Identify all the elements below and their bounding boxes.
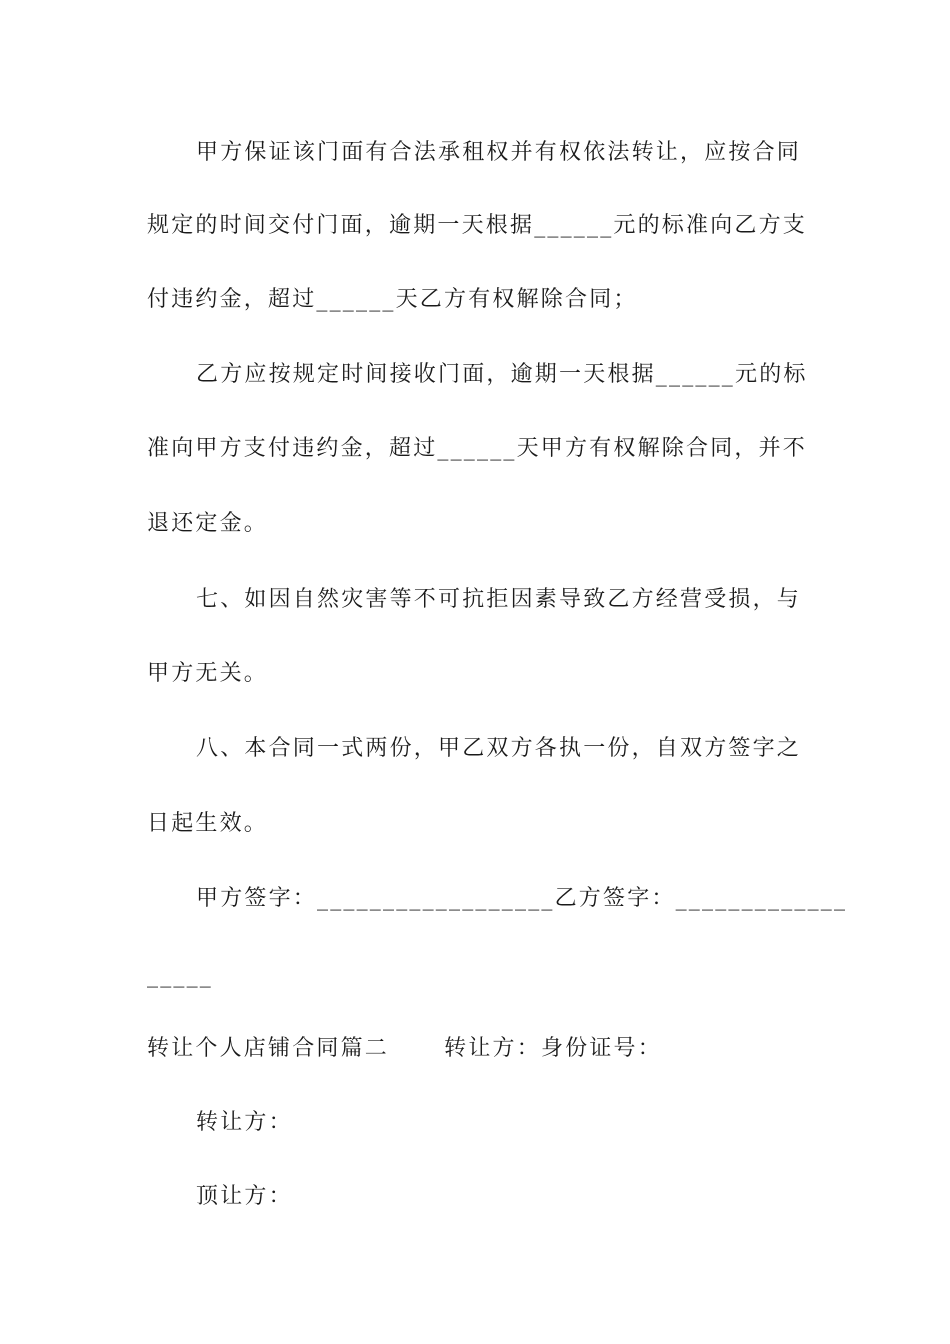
clause-eight-line: 日起生效。 bbox=[147, 811, 269, 836]
clause-eight-line: 八、本合同一式两份，甲乙双方各执一份，自双方签字之 bbox=[196, 736, 802, 761]
paragraph-line: 乙方应按规定时间接收门面，逾期一天根据______元的标 bbox=[196, 362, 808, 387]
paragraph-line: 退还定金。 bbox=[147, 511, 269, 536]
signature-line-continuation: _____ bbox=[147, 963, 213, 988]
paragraph-line: 准向甲方支付违约金，超过______天甲方有权解除合同，并不 bbox=[147, 436, 808, 461]
section-heading: 转让个人店铺合同篇二 转让方：身份证号： bbox=[147, 1036, 662, 1061]
transferor-label: 转让方： bbox=[196, 1110, 293, 1135]
assignee-label: 顶让方： bbox=[196, 1184, 293, 1209]
paragraph-line: 规定的时间交付门面，逾期一天根据______元的标准向乙方支 bbox=[147, 213, 808, 238]
clause-seven-line: 七、如因自然灾害等不可抗拒因素导致乙方经营受损，与 bbox=[196, 587, 802, 612]
signature-line: 甲方签字：__________________乙方签字：_____________ bbox=[196, 886, 848, 911]
paragraph-line: 付违约金，超过______天乙方有权解除合同； bbox=[147, 287, 638, 312]
clause-seven-line: 甲方无关。 bbox=[147, 661, 269, 686]
paragraph-line: 甲方保证该门面有合法承租权并有权依法转让，应按合同 bbox=[196, 140, 802, 165]
